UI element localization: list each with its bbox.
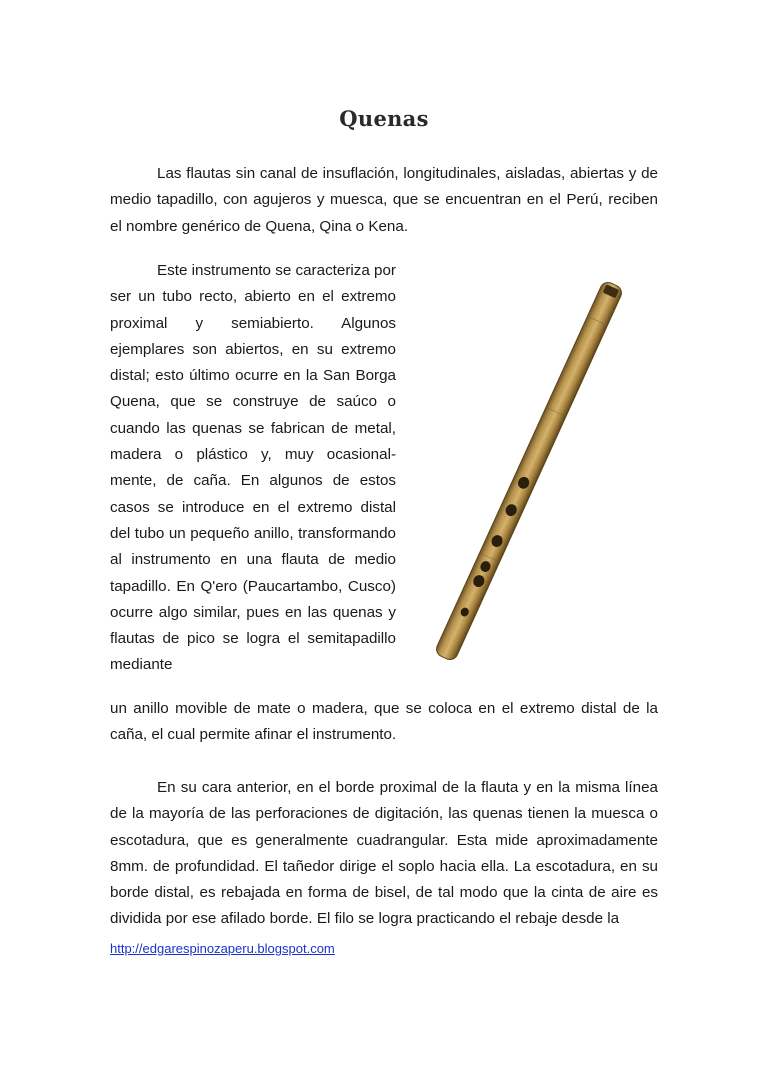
paragraph-description-continued: un anillo movible de mate o madera, que se coloca en el extremo distal de la caña, el cual permite afinar el instrumento.: [110, 700, 658, 744]
page-title: Quenas: [339, 106, 429, 131]
paragraph-intro: Las flautas sin canal de insuflación, longitudinales, aisladas, abiertas y de medio tapadillo, con agujeros y muesca, que se encuentran en el Perú, reciben el nombre genérico de Quena, Qina o Kena.: [110, 165, 658, 235]
quena-flute-image: [400, 268, 660, 678]
paragraph-embouchure: En su cara anterior, en el borde proximal de la flauta y en la misma línea de la mayoría de las perforaciones de digitación, las quenas tienen la muesca o escotadura, que es generalmente cuadrangular. Esta mide aproximadamente 8mm. de profundidad. El tañedor dirige el soplo hacia ella. La escotadura, en su borde distal, es rebajada en forma de bisel, de tal modo que la cinta de aire es dividida por ese afilado borde. El filo se logra practicando el rebaje desde la: [110, 779, 658, 928]
blog-link[interactable]: http://edgarespinozaperu.blogspot.com: [110, 941, 335, 956]
paragraph-description: Este instrumento se caracteriza por ser un tubo recto, abierto en el extremo proximal y semiabierto. Algunos ejemplares son abiertos, en su extremo distal; esto último ocurre en la San Borga Quena, que se construye de saúco o cuando las quenas se fabrican de metal, madera o plástico y, muy ocasional-mente, de caña. En algunos de estos casos se introduce en el extremo distal del tubo un pequeño anillo, transformando al instrumento en una flauta de medio tapadillo. En Q'ero (Paucartambo, Cusco) ocurre algo similar, pues en las quenas y flautas de pico se logra el semitapadillo mediante: [110, 262, 396, 674]
